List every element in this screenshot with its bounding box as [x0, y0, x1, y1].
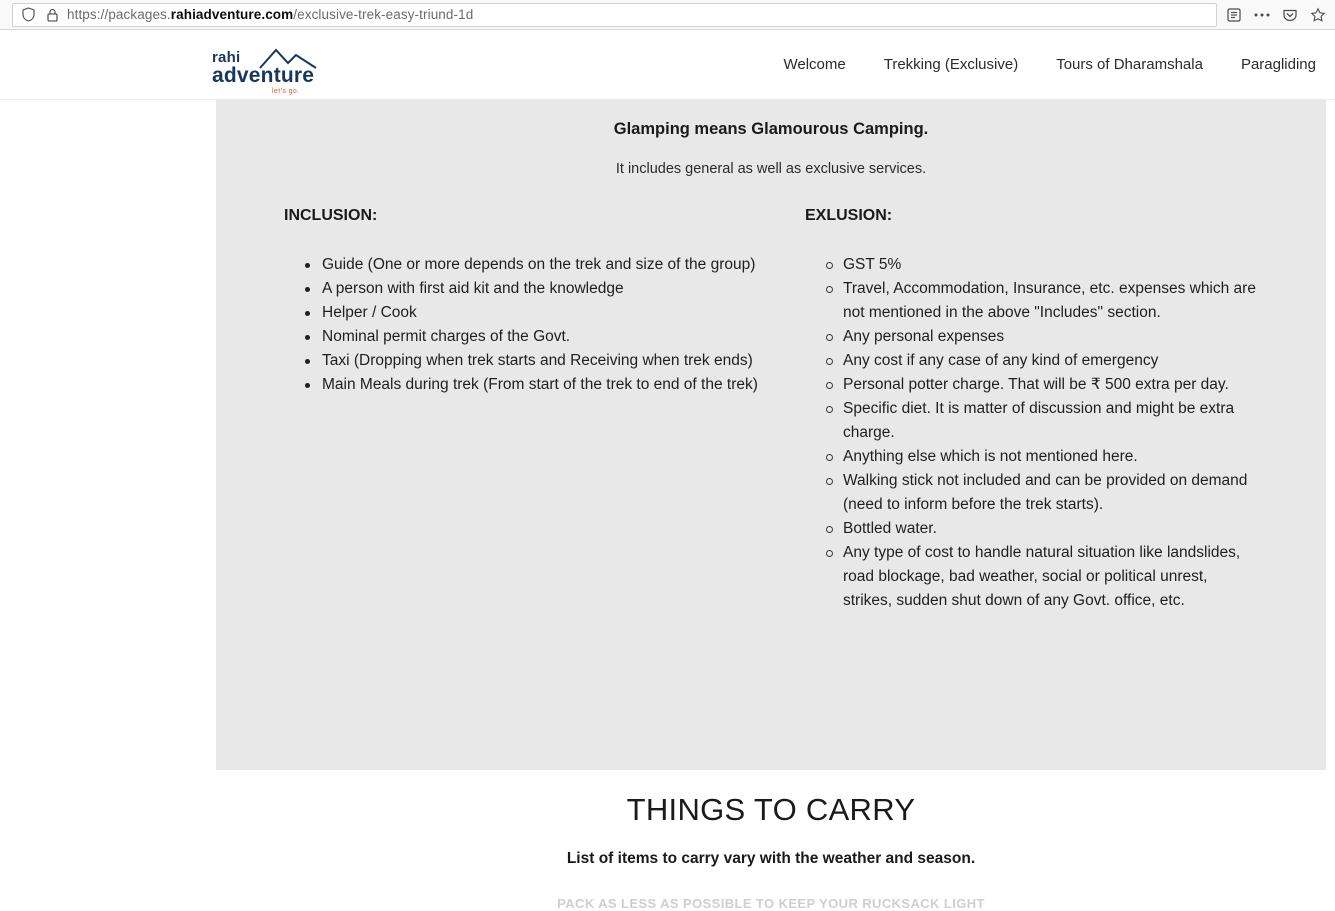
- list-item: Any cost if any case of any kind of emergency: [843, 349, 1258, 373]
- list-item: A person with first aid kit and the knowledge: [322, 277, 771, 301]
- list-item: Main Meals during trek (From start of the trek to end of the trek): [322, 373, 771, 397]
- inclusion-list: [284, 253, 771, 397]
- main-navigation: [764, 30, 1335, 99]
- address-bar[interactable]: [12, 3, 1217, 27]
- exclusion-column: [771, 207, 1258, 613]
- lock-icon[interactable]: [43, 6, 61, 24]
- list-item: Anything else which is not mentioned here.: [843, 445, 1258, 469]
- list-item: Taxi (Dropping when trek starts and Receiving when trek ends): [322, 349, 771, 373]
- inclusion-title: INCLUSION:: [284, 207, 378, 224]
- browser-toolbar: [0, 0, 1335, 30]
- left-gutter: [0, 100, 216, 784]
- url-path: /exclusive-trek-easy-triund-1d: [293, 7, 474, 22]
- list-item: Any personal expenses: [843, 325, 1258, 349]
- exclusion-title: EXLUSION:: [805, 207, 893, 224]
- list-item: Guide (One or more depends on the trek and size of the group): [322, 253, 771, 277]
- toolbar-actions: [1221, 6, 1327, 24]
- nav-item-trekking-exclusive[interactable]: Trekking (Exclusive): [883, 55, 1019, 73]
- includes-note: It includes general as well as exclusive services.: [615, 161, 927, 177]
- nav-item-tours-of-dharamshala[interactable]: Tours of Dharamshala: [1056, 55, 1203, 73]
- list-item: Personal potter charge. That will be ₹ 500 extra per day.: [843, 373, 1258, 397]
- carry-subtitle: List of items to carry vary with the weather and season.: [566, 850, 976, 867]
- logo-line-2: adventure: [212, 64, 315, 87]
- two-column-lists: [284, 207, 1258, 613]
- url-text[interactable]: [67, 7, 473, 22]
- reader-view-icon[interactable]: [1225, 6, 1243, 24]
- list-item: Specific diet. It is matter of discussion and might be extra charge.: [843, 397, 1258, 445]
- nav-item-welcome[interactable]: Welcome: [783, 55, 846, 73]
- inclusion-exclusion-panel: [216, 100, 1326, 770]
- exclusion-list: [805, 253, 1258, 613]
- list-item: Nominal permit charges of the Govt.: [322, 325, 771, 349]
- shield-icon[interactable]: [19, 6, 37, 24]
- list-item: Walking stick not included and can be provided on demand (need to inform before the trek starts).: [843, 469, 1258, 517]
- things-to-carry-section: [216, 770, 1326, 911]
- star-bookmark-icon[interactable]: [1309, 6, 1327, 24]
- logo-tagline: let's go.: [272, 88, 300, 95]
- nav-item-paragliding[interactable]: Paragliding: [1240, 55, 1316, 73]
- site-header: [0, 30, 1335, 100]
- page-content: [0, 100, 1335, 911]
- list-item: Travel, Accommodation, Insurance, etc. expenses which are not mentioned in the above "Includes" section.: [843, 277, 1258, 325]
- pocket-save-icon[interactable]: [1281, 6, 1299, 24]
- carry-faded-note: PACK AS LESS AS POSSIBLE TO KEEP YOUR RUCKSACK LIGHT: [557, 896, 985, 911]
- url-host: rahiadventure.com: [170, 7, 294, 22]
- logo-line-1: rahi: [212, 49, 241, 66]
- inclusion-column: [284, 207, 771, 613]
- page-title: THINGS TO CARRY: [626, 792, 916, 827]
- url-prefix: https://packages.: [67, 7, 171, 22]
- list-item: Any type of cost to handle natural situation like landslides, road blockage, bad weather, social or political unrest, strikes, sudden shut down of any Govt. office, etc.: [843, 541, 1258, 613]
- list-item: Helper / Cook: [322, 301, 771, 325]
- right-gutter: [1326, 100, 1335, 784]
- list-item: Bottled water.: [843, 517, 1258, 541]
- glamping-heading: Glamping means Glamourous Camping.: [613, 120, 929, 138]
- site-logo[interactable]: [212, 48, 322, 94]
- ellipsis-menu-icon[interactable]: [1253, 6, 1271, 24]
- list-item: GST 5%: [843, 253, 1258, 277]
